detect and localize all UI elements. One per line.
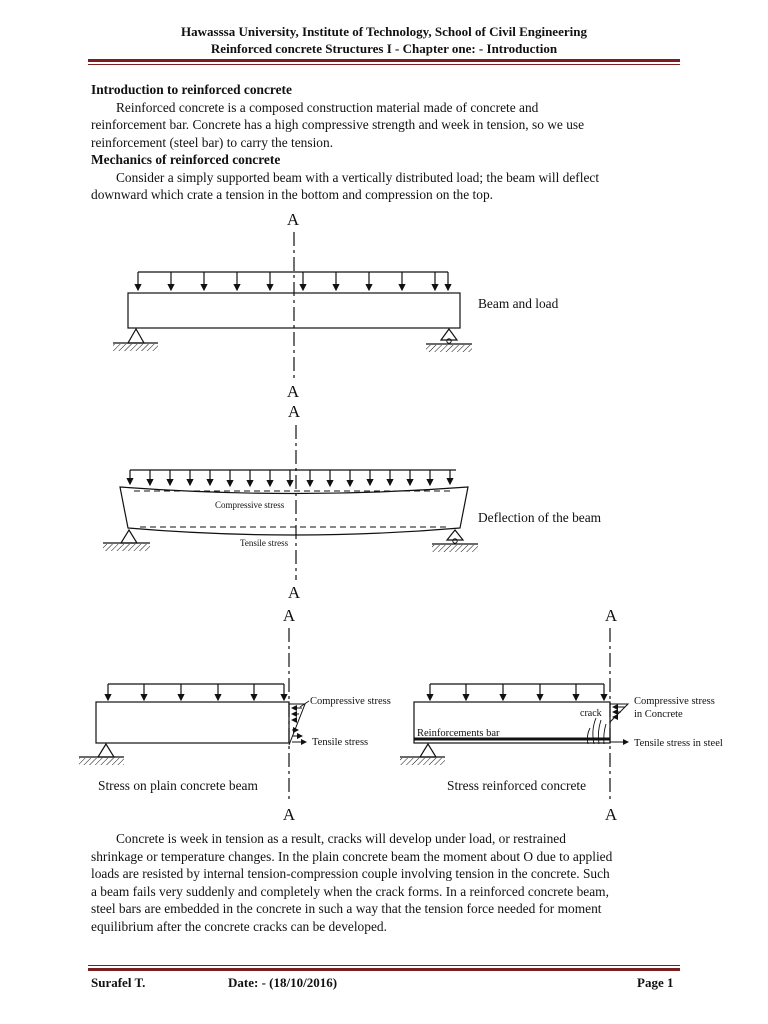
body-line: shrinkage or temperature changes. In the plain concrete beam the moment about O due to applied: [91, 848, 613, 864]
intro-paragraph-line: Reinforced concrete is a composed construction material made of concrete and: [116, 99, 539, 115]
deflection-caption: Deflection of the beam: [478, 510, 602, 525]
intro-heading: Introduction to reinforced concrete: [91, 82, 292, 97]
section-mark-a: A: [604, 606, 618, 625]
body-paragraph: [91, 830, 681, 935]
header-line-2: Reinforced concrete Structures I - Chapter one: - Introduction: [210, 41, 558, 56]
intro-paragraph-line: reinforcement bar. Concrete has a high compressive strength and week in tension, so we use: [91, 117, 585, 132]
load-arrows: [430, 684, 604, 700]
stress-diagram: [289, 704, 305, 745]
pin-support: [79, 744, 124, 765]
body-line: Concrete is week in tension as a result, cracks will develop under load, or restrained: [116, 831, 566, 846]
rc-compressive-label-2: in Concrete: [634, 709, 683, 720]
footer-rule-thin: [88, 965, 680, 966]
roller-support: [432, 530, 478, 552]
plain-caption: Stress on plain concrete beam: [98, 778, 258, 793]
reinforcement-label: Reinforcements bar: [417, 728, 500, 739]
plain-compressive-label: Compressive stress: [310, 696, 391, 707]
load-arrows: [108, 684, 284, 700]
crack-label: crack: [580, 708, 602, 719]
footer-author: Surafel T.: [91, 975, 146, 990]
section-mark-a: A: [282, 606, 296, 625]
body-line: a beam fails very suddenly and completely when the crack forms. In a reinforced concrete beam,: [91, 883, 609, 899]
body-line: equilibrium after the concrete cracks can be developed.: [91, 918, 387, 934]
deflected-beam: [120, 487, 468, 535]
section-mark-a: A: [287, 402, 301, 421]
section-mark-a: A: [286, 382, 300, 401]
mechanics-heading: Mechanics of reinforced concrete: [91, 152, 281, 167]
pin-support: [400, 744, 445, 765]
load-arrows: [138, 272, 448, 290]
figure-plain-concrete: [79, 606, 391, 824]
rc-tensile-label: Tensile stress in steel: [634, 738, 723, 749]
footer-rule: [88, 968, 680, 971]
section-mark-a: A: [282, 805, 296, 824]
stress-arrows: [292, 708, 306, 742]
pin-support: [103, 530, 150, 551]
mechanics-paragraph-line: Consider a simply supported beam with a vertically distributed load; the beam will deflect: [116, 169, 600, 185]
beam-and-load-caption: Beam and load: [478, 296, 559, 311]
plain-tensile-label: Tensile stress: [312, 737, 369, 748]
mechanics-paragraph-line: downward which crate a tension in the bottom and compression on the top.: [91, 187, 494, 202]
figure-reinforced-concrete: [400, 606, 723, 824]
figure-deflection: [103, 402, 602, 602]
footer-date: Date: - (18/10/2016): [228, 975, 338, 990]
compressive-stress-label: Compressive stress: [215, 500, 285, 510]
rc-compressive-label-1: Compressive stress: [634, 696, 715, 707]
figure-beam-and-load: [113, 210, 559, 401]
body-line: loads are resisted by internal tension-compression couple involving tension in the concrete. Such: [91, 866, 610, 881]
load-arrows: [130, 470, 450, 486]
tensile-stress-label: Tensile stress: [240, 538, 289, 548]
footer-page-number: Page 1: [637, 975, 674, 990]
section-mark-a: A: [604, 805, 618, 824]
intro-paragraph-line: reinforcement (steel bar) to carry the tension.: [91, 134, 334, 150]
header-line-1: Hawasssa University, Institute of Technology, School of Civil Engineering: [181, 24, 587, 39]
section-mark-a: A: [286, 210, 300, 229]
body-line: steel bars are embedded in the concrete in such a way that the tension force needed for moment: [91, 901, 602, 916]
roller-support: [426, 329, 472, 352]
pin-support: [113, 329, 158, 351]
reinforced-caption: Stress reinforced concrete: [447, 778, 587, 793]
section-mark-a: A: [287, 583, 301, 602]
plain-beam: [96, 702, 289, 743]
